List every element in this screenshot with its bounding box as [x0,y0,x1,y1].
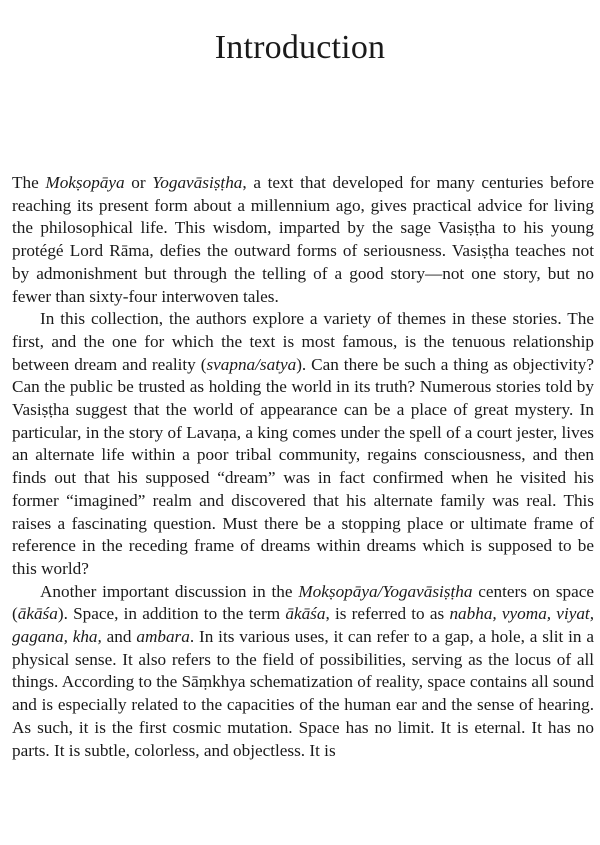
text-segment: ). Can there be such a thing as objectivity? Can the public be trusted as holding the world in its truth? Numerous stories told by Vasiṣṭha suggest that the world of appearance can be a place of great mystery. In particular, in the story of Lavaṇa, a king comes under the spell of a court jester, lives an alternate life within a poor tribal community, regains consciousness, and then finds out that his supposed “dream” was in fact confirmed when he visited his former “imagined” realm and discovered that his alternate family was real. This raises a fascinating question. Must there be a stopping place or ultimate frame of reference in the receding frame of dreams within dreams which is supposed to be this world? [12,354,594,578]
paragraph-2 [12,308,594,580]
italic-term: svapna/satya [206,354,297,374]
italic-term: nabha, vyoma, viyat, gagana, kha, [12,604,595,647]
italic-term: ambara [136,627,190,647]
text-segment: , a text that developed for many centuries before reaching its present form about a millennium ago, gives practical advice for living the philosophical life. This wisdom, imparted by the sage Vasiṣṭha to his young protégé Lord Rāma, defies the outward forms of seriousness. Vasiṣṭha teaches not by admonishment but through the telling of a good story—not one story, but no fewer than sixty-four interwoven tales. [12,173,594,306]
text-segment: ). Space, in addition to the term [57,604,286,624]
chapter-title: Introduction [214,28,386,66]
italic-term: ākāśa [285,604,326,624]
text-segment: Another important discussion in the [40,581,299,601]
italic-term: ākāśa [17,604,58,624]
text-segment: In this collection, the authors explore a variety of themes in these stories. The first, and the one for which the text is most famous, is the tenuous relationship between dream and reality ( [12,309,594,374]
paragraph-1 [12,172,594,308]
paragraph-3 [12,581,594,763]
text-segment: The [12,173,46,192]
text-segment: . In its various uses, it can refer to a gap, a hole, a slit in a physical sense. It also refers to the field of possibilities, serving as the locus of all things. According to the Sāṃkhya schematization of reality, space contains all sound and is especially related to the capacities of the human ear and the sense of hearing. As such, it is the first cosmic mutation. Space has no limit. It is eternal. It has no parts. It is subtle, colorless, and objectless. It is [12,627,594,760]
text-segment: and [101,627,137,647]
italic-term: Yogavāsiṣṭha [152,173,243,192]
text-segment: or [124,173,153,192]
text-segment: , is referred to as [325,604,450,624]
body-text [12,172,594,762]
italic-term: Mokṣopāya [45,173,125,192]
italic-term: Mokṣopāya/Yogavāsiṣṭha [298,581,473,601]
text-segment: centers on space ( [12,581,594,624]
